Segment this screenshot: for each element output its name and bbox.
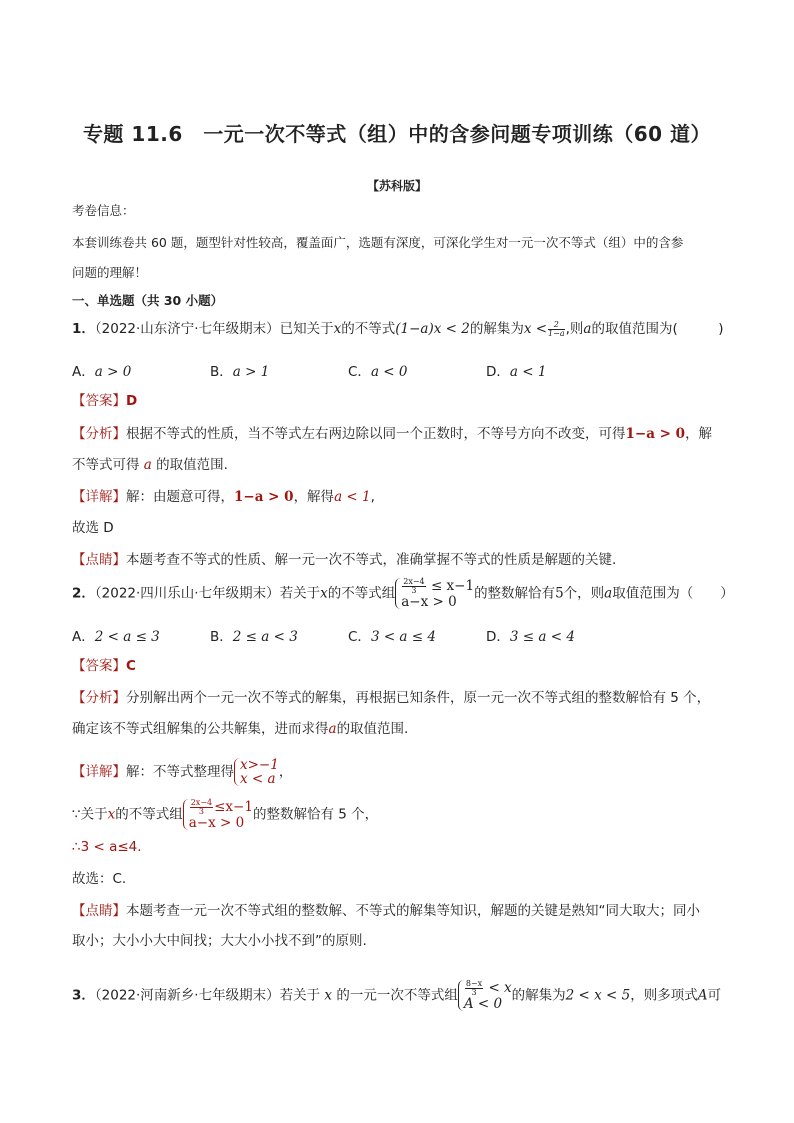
q2-comment-line-1 xyxy=(72,902,700,920)
question-number: 2． xyxy=(72,585,95,602)
stem-text: 取值范围为（ ） xyxy=(612,585,734,602)
fraction-numerator: 2x−4 xyxy=(403,577,425,586)
stem-text: 若关于 xyxy=(279,585,321,602)
q2-comment-line-2: 取小；大小小大中间找；大大小小找不到”的原则. xyxy=(72,933,367,949)
option-value: 3 < a ≤ 4 xyxy=(370,629,436,645)
answer-value: D xyxy=(126,393,138,409)
brace-icon xyxy=(395,578,401,609)
math-var: x xyxy=(324,987,333,1004)
fraction-numerator: 8−x xyxy=(465,979,483,988)
inequality-system xyxy=(458,980,512,1011)
math-fraction xyxy=(548,321,565,338)
q2-option-c xyxy=(348,625,436,645)
analysis-text: 的取值范围. xyxy=(156,457,228,473)
info-label: 考卷信息： xyxy=(72,203,135,218)
question-1-stem xyxy=(72,320,724,338)
q1-analysis-line-2 xyxy=(72,456,228,474)
stem-text: 的解集为 xyxy=(511,987,566,1004)
option-value: a > 1 xyxy=(232,364,270,380)
stem-text: 已知关于 xyxy=(279,321,334,337)
comment-tag: 【点睛】 xyxy=(72,903,126,919)
stem-text: 的取值范围为( ) xyxy=(591,321,724,337)
brace-icon xyxy=(458,980,464,1011)
detail-math: a < 1 xyxy=(334,489,371,505)
q2-choose: 故选：C. xyxy=(72,871,127,887)
detail-text: 的整数解恰有 5 个， xyxy=(252,806,379,823)
detail-text: ， xyxy=(278,764,293,780)
option-label: C． xyxy=(348,364,371,380)
analysis-text: 分别解出两个一元一次不等式的解集，再根据已知条件，原一元一次不等式组的整数解恰有 5 个， xyxy=(126,690,711,706)
q2-option-d xyxy=(486,625,575,645)
stem-text: 个，则 xyxy=(563,585,605,602)
stem-text: 可 xyxy=(707,987,721,1004)
question-source: （2022·山东济宁·七年级期末） xyxy=(94,321,280,337)
system-row-2: A < 0 xyxy=(463,996,503,1012)
stem-text: 的不等式组 xyxy=(327,585,396,602)
system-row-2: a−x > 0 xyxy=(188,815,245,831)
option-value: 3 ≤ a < 4 xyxy=(509,629,575,645)
intro-line-1: 本套训练卷共 60 题，题型针对性较高，覆盖面广，选题有深度，可深化学生对一元一次不等式（组）中的含参 xyxy=(72,235,684,250)
math-inequality: (1−a)x < 2 xyxy=(395,321,470,337)
detail-math: 1−a > 0 xyxy=(234,489,294,505)
fraction-numerator: 2 xyxy=(548,321,565,330)
question-source: （2022·河南新乡·七年级期末） xyxy=(94,987,280,1004)
question-source: （2022·四川乐山·七年级期末） xyxy=(94,585,280,602)
math-var: x xyxy=(107,806,116,823)
option-label: C． xyxy=(348,629,371,645)
q2-answer xyxy=(72,657,136,675)
inequality-system xyxy=(183,799,253,830)
edition-label: 【苏科版】 xyxy=(366,179,427,193)
inequality-system xyxy=(395,578,474,609)
q1-detail xyxy=(72,488,375,506)
math-var: a xyxy=(583,321,592,337)
math-fraction xyxy=(190,799,213,816)
stem-text: ,则 xyxy=(565,321,584,337)
q1-option-a xyxy=(72,360,131,380)
option-label: B． xyxy=(210,364,233,380)
analysis-text: 根据不等式的性质，当不等式左右两边除以同一个正数时，不等号方向不改变，可得 xyxy=(126,426,626,442)
math-fraction xyxy=(402,578,425,595)
q1-comment xyxy=(72,551,616,569)
option-label: B． xyxy=(210,629,233,645)
stem-text: 的不等式 xyxy=(341,321,396,337)
comment-text: 本题考查不等式的性质、解一元一次不等式，准确掌握不等式的性质是解题的关键. xyxy=(126,552,617,568)
math-solution: x < xyxy=(523,321,548,337)
comment-tag: 【点睛】 xyxy=(72,552,126,568)
question-number: 3． xyxy=(72,987,95,1004)
detail-text: 解：不等式整理得 xyxy=(126,764,234,780)
analysis-text: 的取值范围. xyxy=(336,721,409,737)
math-var: a xyxy=(604,585,613,602)
system-row-1: ≤ x−1 xyxy=(430,578,475,594)
option-label: A． xyxy=(72,364,95,380)
answer-value: C xyxy=(126,658,136,674)
intro-line-2: 问题的理解！ xyxy=(72,265,148,280)
question-number: 1． xyxy=(72,321,95,337)
detail-text: ∵关于 xyxy=(72,806,108,823)
stem-text: ，则多项式 xyxy=(630,987,698,1004)
option-label: D． xyxy=(486,629,510,645)
stem-text: 的一元一次不等式组 xyxy=(336,987,458,1004)
comment-text: 本题考查一元一次不等式组的整数解、不等式的解集等知识，解题的关键是熟知“同大取大；同小 xyxy=(126,903,700,919)
analysis-text: 不等式可得 xyxy=(72,457,140,473)
q2-analysis-line-1 xyxy=(72,689,710,707)
option-value: a < 1 xyxy=(509,364,547,380)
analysis-tag: 【分析】 xyxy=(72,690,126,706)
math-fraction xyxy=(465,980,483,997)
analysis-text: 确定该不等式组解集的公共解集，进而求得 xyxy=(72,721,329,737)
math-var: a xyxy=(143,457,152,473)
math-var: x xyxy=(333,321,342,337)
option-value: a < 0 xyxy=(370,364,408,380)
math-var: x xyxy=(320,585,328,602)
stem-text: 的解集为 xyxy=(469,321,524,337)
q2-analysis-line-2 xyxy=(72,720,408,738)
option-value: 2 ≤ a < 3 xyxy=(232,629,298,645)
stem-text: 若关于 xyxy=(279,987,321,1004)
system-row-2: a−x > 0 xyxy=(401,594,457,610)
q2-because xyxy=(72,799,378,830)
detail-text: 解：由题意可得， xyxy=(126,489,234,505)
detail-text: , xyxy=(370,489,375,505)
detail-tag: 【详解】 xyxy=(72,489,126,505)
page-title: 专题 11.6 一元一次不等式（组）中的含参问题专项训练（60 道） xyxy=(82,122,712,146)
inequality-system xyxy=(234,758,279,786)
brace-icon xyxy=(183,799,189,830)
question-2-stem xyxy=(72,578,734,609)
q1-option-d xyxy=(486,360,546,380)
detail-text: ，解得 xyxy=(293,489,335,505)
math-var: A xyxy=(697,987,708,1004)
q1-answer xyxy=(72,392,137,410)
detail-tag: 【详解】 xyxy=(72,764,126,780)
math-var: a xyxy=(328,721,337,737)
fraction-denominator: 3 xyxy=(198,807,204,816)
q2-detail xyxy=(72,758,292,786)
q2-option-b xyxy=(210,625,298,645)
answer-tag: 【答案】 xyxy=(72,393,126,409)
fraction-denominator: 3 xyxy=(411,586,417,595)
question-3-stem xyxy=(72,980,721,1011)
q1-option-c xyxy=(348,360,407,380)
detail-text: 的不等式组 xyxy=(115,806,183,823)
system-row-1: x>−1 xyxy=(240,757,279,773)
option-value: a > 0 xyxy=(94,364,132,380)
option-label: A． xyxy=(72,629,95,645)
q2-therefore: ∴3 < a≤4. xyxy=(72,839,142,855)
analysis-text: ，解 xyxy=(685,426,713,442)
math-solution: 2 < x < 5 xyxy=(565,987,631,1004)
answer-tag: 【答案】 xyxy=(72,658,126,674)
stem-text: 的整数解恰有 xyxy=(474,585,556,602)
fraction-denominator: 1−a xyxy=(548,328,565,338)
fraction-numerator: 2x−4 xyxy=(190,798,213,807)
system-row-1: ≤x−1 xyxy=(214,799,253,815)
q2-option-a xyxy=(72,625,160,645)
section-heading: 一、单选题（共 30 小题） xyxy=(72,293,224,308)
option-label: D． xyxy=(486,364,510,380)
math-number: 5 xyxy=(555,585,564,602)
system-row-1: < x xyxy=(488,980,512,996)
q1-analysis-line-1 xyxy=(72,425,712,443)
q1-option-b xyxy=(210,360,269,380)
q1-choose: 故选 D xyxy=(72,520,114,536)
analysis-math: 1−a > 0 xyxy=(625,426,686,442)
analysis-tag: 【分析】 xyxy=(72,426,126,442)
fraction-denominator: 3 xyxy=(471,988,477,997)
brace-icon xyxy=(234,758,240,786)
option-value: 2 < a ≤ 3 xyxy=(94,629,160,645)
system-row-2: x < a xyxy=(240,771,276,787)
